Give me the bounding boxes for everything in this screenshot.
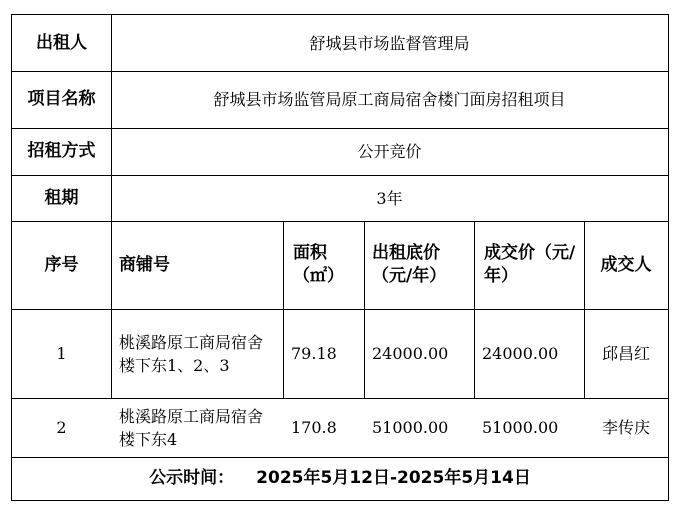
landlord-value: 舒城县市场监督管理局 (309, 33, 470, 53)
column-header-base-price: 出租底价（元/年） (372, 243, 447, 286)
landlord-label: 出租人 (36, 32, 87, 53)
row-winner: 李传庆 (601, 418, 650, 437)
notice-line (12, 457, 668, 500)
column-header-shop: 商铺号 (119, 254, 170, 275)
row-base-price: 51000.00 (372, 418, 449, 437)
row-deal-price: 24000.00 (482, 344, 559, 363)
row-no: 2 (56, 418, 67, 437)
term-label: 租期 (44, 187, 79, 208)
row-shop: 桃溪路原工商局宿舍楼下东1、2、3 (119, 332, 264, 375)
row-area: 79.18 (291, 344, 337, 363)
row-base-price: 24000.00 (372, 344, 449, 363)
notice-period: 2025年5月12日-2025年5月14日 (256, 468, 531, 488)
row-deal-price: 51000.00 (482, 418, 559, 437)
project-value: 舒城县市场监管局原工商局宿舍楼门面房招租项目 (213, 90, 566, 109)
term-value: 3年 (376, 188, 403, 208)
row-no: 1 (56, 344, 67, 363)
project-label: 项目名称 (27, 89, 96, 109)
notice-label: 公示时间： (149, 468, 235, 488)
column-header-winner: 成交人 (600, 254, 652, 275)
row-shop: 桃溪路原工商局宿舍楼下东4 (119, 406, 264, 449)
method-value: 公开竞价 (357, 142, 422, 161)
column-header-area: 面积（㎡） (293, 243, 344, 286)
column-header-no: 序号 (44, 254, 79, 275)
method-label: 招租方式 (27, 141, 96, 161)
row-area: 170.8 (291, 418, 337, 437)
rental-result-table (11, 14, 669, 501)
column-header-deal-price: 成交价（元/年） (484, 243, 576, 286)
row-winner: 邱昌红 (601, 344, 650, 363)
